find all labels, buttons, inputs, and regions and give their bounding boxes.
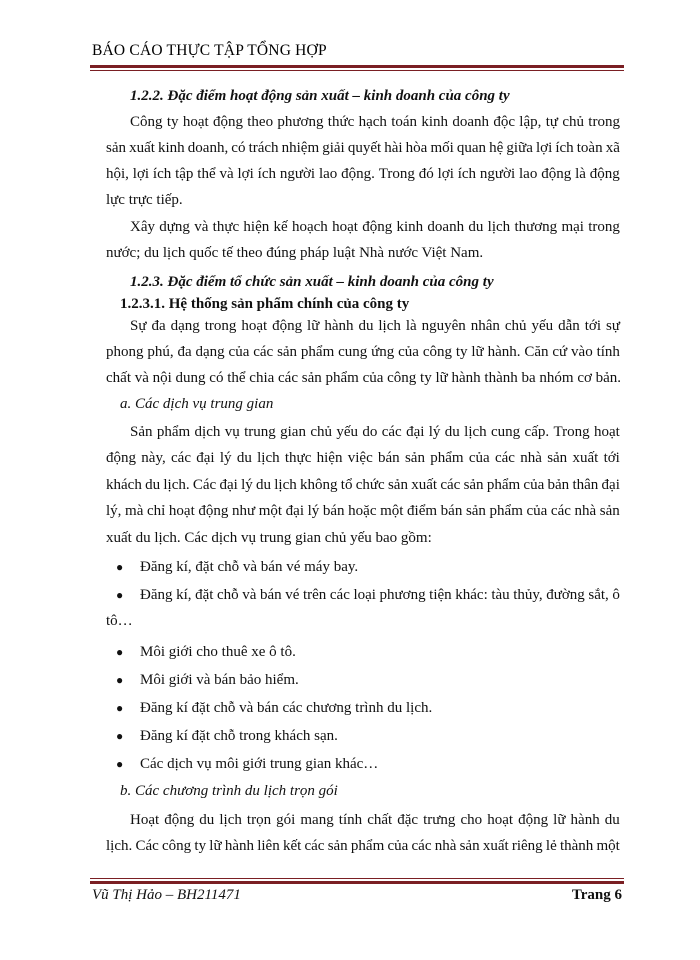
word: đại xyxy=(601,477,620,493)
bullet-icon: ● xyxy=(116,588,124,602)
word: sản xyxy=(599,503,620,519)
paragraph-line xyxy=(106,164,620,184)
bullet-icon: ● xyxy=(116,701,124,715)
word: người xyxy=(479,166,516,182)
word: không xyxy=(300,477,338,493)
paragraph-line xyxy=(130,316,620,336)
word: ích xyxy=(257,166,276,182)
word: đa xyxy=(177,344,192,360)
word: phương xyxy=(379,587,426,603)
word: trưng xyxy=(423,812,456,828)
word: nhà xyxy=(574,503,597,519)
word: của xyxy=(526,503,548,519)
word: đại xyxy=(219,477,238,493)
paragraph-line xyxy=(106,475,620,495)
word: chỗ xyxy=(216,587,239,603)
word: doanh xyxy=(452,114,489,130)
word: sự xyxy=(605,318,620,334)
word: một xyxy=(258,503,283,519)
word: tiện xyxy=(429,587,452,603)
list-item-a: a. Các dịch vụ trung gian xyxy=(120,396,274,412)
word: dạng xyxy=(170,318,200,334)
word: tới xyxy=(603,450,620,466)
word: phẩm xyxy=(156,424,191,440)
word: du xyxy=(358,318,374,334)
word: là xyxy=(575,166,586,182)
word: lý, xyxy=(106,503,122,519)
word: các xyxy=(253,344,274,360)
word: lập, xyxy=(519,114,542,130)
section-heading-1-2-3: 1.2.3. Đặc điểm tổ chức sản xuất – kinh doanh của công ty xyxy=(130,274,494,290)
word: cho xyxy=(460,812,483,828)
word: lý xyxy=(219,450,232,466)
word: nhà xyxy=(520,450,542,466)
word: hoạt xyxy=(241,318,268,334)
word: cung xyxy=(491,424,521,440)
word: lý xyxy=(428,424,441,440)
word: bán xyxy=(378,450,400,466)
word: một xyxy=(596,838,620,854)
word: phẩm xyxy=(430,450,464,466)
word: ty xyxy=(194,838,207,854)
word: yếu xyxy=(336,424,359,440)
word: quan xyxy=(456,140,487,156)
word: các xyxy=(329,587,350,603)
word: đặc xyxy=(397,812,419,828)
word: doanh, xyxy=(187,140,229,156)
word: kinh xyxy=(421,114,449,130)
word: hoạt xyxy=(168,503,195,519)
word: động xyxy=(106,450,136,466)
word: Hoạt xyxy=(130,812,160,828)
word: việc xyxy=(347,450,373,466)
word: sản xyxy=(387,477,408,493)
word: động xyxy=(518,812,549,828)
word: tập xyxy=(175,166,194,182)
word: theo xyxy=(247,114,274,130)
word: hài xyxy=(384,140,403,156)
word: ty xyxy=(166,114,179,130)
word: tổ xyxy=(340,477,353,493)
word: hệ xyxy=(489,140,504,156)
word: của xyxy=(468,450,490,466)
footer-rule-thick xyxy=(90,881,624,884)
word: hạch xyxy=(358,114,387,130)
word: đặt xyxy=(195,587,214,603)
word: lữ xyxy=(553,812,566,828)
word: công xyxy=(422,344,452,360)
word: tự xyxy=(545,114,558,130)
bullet-icon: ● xyxy=(116,757,124,771)
bullet-item: Đăng kí đặt chỗ trong khách sạn. xyxy=(140,728,338,744)
paragraph-line xyxy=(106,501,620,521)
word: các xyxy=(494,450,515,466)
word: phú, xyxy=(147,344,174,360)
word: kinh xyxy=(158,140,185,156)
list-item-b: b. Các chương trình du lịch trọn gói xyxy=(120,783,338,799)
word: lịch. xyxy=(163,477,190,493)
word: công xyxy=(162,838,192,854)
word: chất xyxy=(367,812,393,828)
paragraph-line xyxy=(130,112,620,132)
word: Trong xyxy=(378,166,415,182)
word: động xyxy=(541,166,572,182)
word: du xyxy=(604,812,620,828)
bullet-item: Đăng kí đặt chỗ và bán các chương trình du lịch. xyxy=(140,700,433,716)
word: có xyxy=(231,140,246,156)
section-heading-1-2-2: 1.2.2. Đặc điểm hoạt động sản xuất – kinh doanh của công ty xyxy=(130,88,510,104)
word: đường xyxy=(546,587,585,603)
paragraph-line xyxy=(130,422,620,442)
header-rule-thin xyxy=(90,70,624,71)
bullet-item-continuation: tô… xyxy=(106,613,133,629)
word: một xyxy=(380,503,404,519)
word: quyết xyxy=(347,140,382,156)
word: du xyxy=(468,219,484,235)
word: sản xyxy=(404,450,425,466)
word: nhiệm xyxy=(281,140,320,156)
word: hòa xyxy=(405,140,428,156)
word: du xyxy=(444,424,460,440)
word: phẩm xyxy=(489,503,523,519)
word: vụ xyxy=(224,424,240,440)
word: xuất xyxy=(572,450,599,466)
word: dẫn xyxy=(558,318,580,334)
word: phong xyxy=(106,344,144,360)
word: lao xyxy=(318,166,338,182)
word: các xyxy=(381,424,402,440)
word: cấp. xyxy=(524,424,550,440)
word: hoạt xyxy=(487,812,514,828)
word: cung xyxy=(338,344,368,360)
word: tính xyxy=(596,344,620,360)
word: nhà xyxy=(434,838,457,854)
word: đó xyxy=(418,166,434,182)
word: thể xyxy=(197,166,216,182)
word: do xyxy=(362,424,378,440)
word: liên xyxy=(257,838,280,854)
word: Sự xyxy=(130,318,147,334)
word: đại xyxy=(285,503,304,519)
word: hiện xyxy=(316,450,343,466)
word: của xyxy=(398,344,419,360)
word: yếu xyxy=(531,318,554,334)
word: hội, xyxy=(106,166,129,182)
bullet-item: Các dịch vụ môi giới trung gian khác… xyxy=(140,756,379,772)
word: gian xyxy=(280,424,306,440)
word: lịch xyxy=(274,477,297,493)
word: chức xyxy=(355,477,385,493)
paragraph-line xyxy=(130,810,620,830)
word: các xyxy=(550,503,571,519)
word: sản xyxy=(547,450,568,466)
word: hành. xyxy=(487,344,521,360)
word: thực xyxy=(284,450,312,466)
word: lý xyxy=(307,503,320,519)
word: thực xyxy=(212,219,240,235)
word: du xyxy=(236,450,252,466)
word: nguyên xyxy=(421,318,466,334)
word: các xyxy=(411,838,432,854)
word: Đăng xyxy=(140,587,173,603)
word: thương xyxy=(514,219,558,235)
word: tàu xyxy=(491,587,510,603)
paragraph-line xyxy=(130,217,620,237)
word: bán xyxy=(259,587,282,603)
paragraph-line: lực trực tiếp. xyxy=(106,192,183,208)
word: lữ xyxy=(209,838,222,854)
word: Công xyxy=(130,114,163,130)
word: toàn xyxy=(576,140,603,156)
word: lịch xyxy=(257,450,280,466)
word: bán xyxy=(440,503,463,519)
word: điểm xyxy=(407,503,438,519)
word: lợi xyxy=(132,166,150,182)
word: kết xyxy=(282,838,302,854)
word: tới xyxy=(584,318,602,334)
word: sản xyxy=(465,503,486,519)
word: kế xyxy=(273,219,288,235)
bullet-icon: ● xyxy=(116,560,124,574)
word: giữa xyxy=(506,140,533,156)
word: Xây xyxy=(130,219,155,235)
word: lịch xyxy=(378,318,401,334)
paragraph-line: xuất du lịch. Các dịch vụ trung gian chủ yếu bao gồm: xyxy=(106,530,432,546)
word: sản xyxy=(277,344,298,360)
word: chủ xyxy=(504,318,527,334)
word: du xyxy=(199,812,215,828)
word: Trong xyxy=(553,424,590,440)
word: Sản xyxy=(130,424,153,440)
word: các xyxy=(171,450,191,466)
word: sản xyxy=(327,838,348,854)
word: lữ xyxy=(307,318,320,334)
word: trong xyxy=(204,318,237,334)
word: trọn xyxy=(246,812,272,828)
word: lợi xyxy=(535,140,553,156)
word: động xyxy=(212,114,243,130)
word: thức xyxy=(327,114,355,130)
word: lịch xyxy=(219,812,242,828)
word: đại xyxy=(196,450,215,466)
word: thành xyxy=(559,838,594,854)
word: các xyxy=(440,477,461,493)
bullet-icon: ● xyxy=(116,729,124,743)
word: du xyxy=(145,477,161,493)
word: này, xyxy=(141,450,166,466)
word: độc xyxy=(493,114,515,130)
word: kinh xyxy=(396,219,424,235)
word: kí, xyxy=(176,587,192,603)
word: đại xyxy=(406,424,425,440)
bullet-item: Đăng kí, đặt chỗ và bán vé máy bay. xyxy=(140,559,359,575)
word: thủy, xyxy=(513,587,543,603)
word: riêng xyxy=(511,838,543,854)
word: dạng xyxy=(195,344,225,360)
word: Căn xyxy=(524,344,549,360)
word: xuất xyxy=(482,838,509,854)
word: ích xyxy=(152,166,172,182)
word: của xyxy=(523,477,545,493)
word: dựng xyxy=(159,219,190,235)
word: xã xyxy=(605,140,620,156)
bullet-icon: ● xyxy=(116,673,124,687)
word: là xyxy=(405,318,417,334)
bullet-icon: ● xyxy=(116,645,124,659)
word: trách xyxy=(248,140,279,156)
word: hành xyxy=(224,838,254,854)
word: động xyxy=(198,503,229,519)
word: như xyxy=(231,503,256,519)
word: động xyxy=(272,318,303,334)
bullet-item xyxy=(140,585,620,605)
word: trung xyxy=(244,424,276,440)
word: lữ xyxy=(471,344,484,360)
word: mại xyxy=(561,219,584,235)
word: trong xyxy=(588,219,620,235)
word: khác: xyxy=(455,587,488,603)
bullet-item: Môi giới và bán bảo hiểm. xyxy=(140,672,299,688)
paragraph-line: nước; du lịch quốc tế theo đúng pháp luật Nhà nước Việt Nam. xyxy=(106,245,484,261)
word: mối xyxy=(430,140,454,156)
word: sản xyxy=(459,838,480,854)
word: dịch xyxy=(194,424,221,440)
word: lịch xyxy=(487,219,511,235)
subsection-heading-1-2-3-1: 1.2.3.1. Hệ thống sản phẩm chính của công ty xyxy=(120,296,410,312)
word: ứng xyxy=(371,344,395,360)
footer-rule-thin xyxy=(90,878,624,879)
word: người xyxy=(279,166,316,182)
word: hoặc xyxy=(348,503,377,519)
word: lợi xyxy=(237,166,254,182)
document-header: BÁO CÁO THỰC TẬP TỔNG HỢP xyxy=(92,42,327,59)
paragraph-line xyxy=(106,342,620,362)
word: trong xyxy=(588,114,620,130)
word: xuất xyxy=(411,477,438,493)
word: du xyxy=(256,477,271,493)
word: Các xyxy=(135,838,159,854)
word: ích xyxy=(457,166,477,182)
word: trên xyxy=(302,587,327,603)
word: lịch. xyxy=(106,838,133,854)
word: phẩm xyxy=(486,477,521,493)
word: động xyxy=(589,166,620,182)
paragraph-line xyxy=(106,138,620,158)
word: chủ xyxy=(310,424,332,440)
word: động xyxy=(362,219,393,235)
word: và xyxy=(219,166,234,182)
word: sắt, xyxy=(588,587,609,603)
word: của xyxy=(387,838,409,854)
footer-author: Vũ Thị Hảo – BH211471 xyxy=(92,887,241,903)
word: sản xyxy=(463,477,484,493)
word: lý xyxy=(241,477,253,493)
word: hành xyxy=(324,318,354,334)
word: vào xyxy=(571,344,593,360)
word: mà xyxy=(125,503,144,519)
paragraph-line xyxy=(106,448,620,468)
word: sản xyxy=(106,140,126,156)
word: cứ xyxy=(552,344,568,360)
word: giải xyxy=(322,140,345,156)
word: các xyxy=(304,838,325,854)
word: chỉ xyxy=(146,503,166,519)
word: hoạt xyxy=(332,219,358,235)
word: ích xyxy=(555,140,574,156)
word: nhân xyxy=(470,318,500,334)
word: vé xyxy=(285,587,300,603)
word: hành xyxy=(570,812,600,828)
paragraph-line: chất và nội dung có thể chia các sản phẩm của công ty lữ hành thành ba nhóm cơ bản. xyxy=(106,370,622,386)
word: xuất xyxy=(129,140,155,156)
header-rule-thick xyxy=(90,65,624,68)
bullet-item: Môi giới cho thuê xe ô tô. xyxy=(140,644,296,660)
word: thân xyxy=(572,477,599,493)
word: phẩm xyxy=(350,838,385,854)
word: ô xyxy=(612,587,620,603)
word: đa xyxy=(151,318,166,334)
word: phương xyxy=(277,114,324,130)
word: hoạch xyxy=(291,219,328,235)
word: ty xyxy=(455,344,468,360)
word: và xyxy=(242,587,257,603)
word: bản xyxy=(547,477,570,493)
word: chủ xyxy=(562,114,584,130)
word: Các xyxy=(192,477,217,493)
word: tính xyxy=(338,812,363,828)
page-number: Trang 6 xyxy=(571,887,622,903)
word: mang xyxy=(300,812,334,828)
word: khách xyxy=(106,477,142,493)
word: phẩm xyxy=(300,344,335,360)
word: bán xyxy=(322,503,345,519)
word: gói xyxy=(276,812,296,828)
word: động. xyxy=(341,166,375,182)
word: loại xyxy=(353,587,376,603)
paragraph-line xyxy=(106,836,620,856)
word: hoạt xyxy=(593,424,620,440)
word: lịch xyxy=(464,424,487,440)
word: và xyxy=(194,219,209,235)
word: doanh xyxy=(427,219,465,235)
word: của xyxy=(228,344,250,360)
word: lao xyxy=(519,166,538,182)
word: lẻ xyxy=(545,838,557,854)
word: toán xyxy=(391,114,418,130)
word: động xyxy=(164,812,195,828)
word: hoạt xyxy=(182,114,209,130)
word: lợi xyxy=(437,166,454,182)
word: hiện xyxy=(243,219,270,235)
